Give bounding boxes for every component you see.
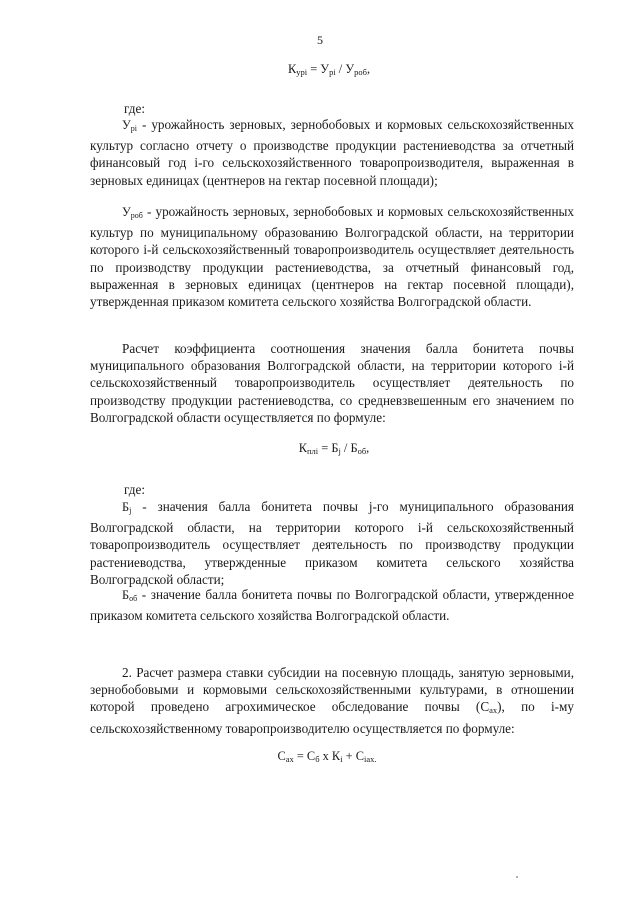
definition-yrob: $У_{роб}$ - урожайность зерновых, зернобобовых и кормовых сельскохозяйственных культур по муниципальному образованию Волгоградской области, на территории которого і-й сельскохозяйственный товаропроизводитель осуществляет деятельность по производству продукции растениеводства, за отчетный финансовый год, выраженная в зерновых единицах (центнеров на гектар посевной площади), утвержденная приказом комитета сельского хозяйства Волгоградской области. [90,204,574,310]
where-label: где: [124,101,145,116]
definition-ypi: $У_{рі}$ - урожайность зерновых, зернобобовых и кормовых сельскохозяйственных культур согласно отчету о производстве продукции растениеводства за отчетный финансовый год і-го сельскохозяйственного товаропроизводителя, выраженная в зерновых единицах (центнеров на гектар посевной площади); [90,117,574,188]
formula-kurі: $К_{урі} = У_{рі} / У_{роб}$, [287,62,371,77]
paragraph-bonitet-calc: Расчет коэффициента соотношения значения балла бонитета почвы муниципального образования Волгоградской области, на территории которого і-й сельскохозяйственный товаропроизводитель осуществляет деятельность по производству продукции растениеводства, со средневзвешенным его значением по Волгоградской области осуществляется по формуле: [90,341,574,425]
definition-bj: $Б_j$ - значения балла бонитета почвы j-го муниципального образования Волгоградской области, на территории которого і-й сельскохозяйственный товаропроизводитель осуществляет деятельность по производству продукции растениеводства, утвержденные приказом комитета сельского хозяйства Волгоградской области; [90,499,574,587]
scan-speck [516,876,518,878]
where-label-2: где: [124,482,145,497]
formula-cax: $С_{ах} = С_б$ х $К_і + С_{іах.}$ [277,749,377,764]
page-number: 5 [317,33,323,47]
formula-kpli: $К_{плі} = Б_j / Б_{об}$, [298,441,370,456]
paragraph-2: 2. Расчет размера ставки субсидии на посевную площадь, занятую зерновыми, зернобобовыми и кормовыми сельскохозяйственными культурами, в отношении которой проведено агрохимическое обследование почвы $(С_{ах})$, по і-му сельскохозяйственному товаропроизводителю осуществляется по формуле: [90,665,574,736]
definition-bob: $Б_{об}$ - значение балла бонитета почвы по Волгоградской области, утвержденное приказом комитета сельского хозяйства Волгоградской области. [90,587,574,624]
